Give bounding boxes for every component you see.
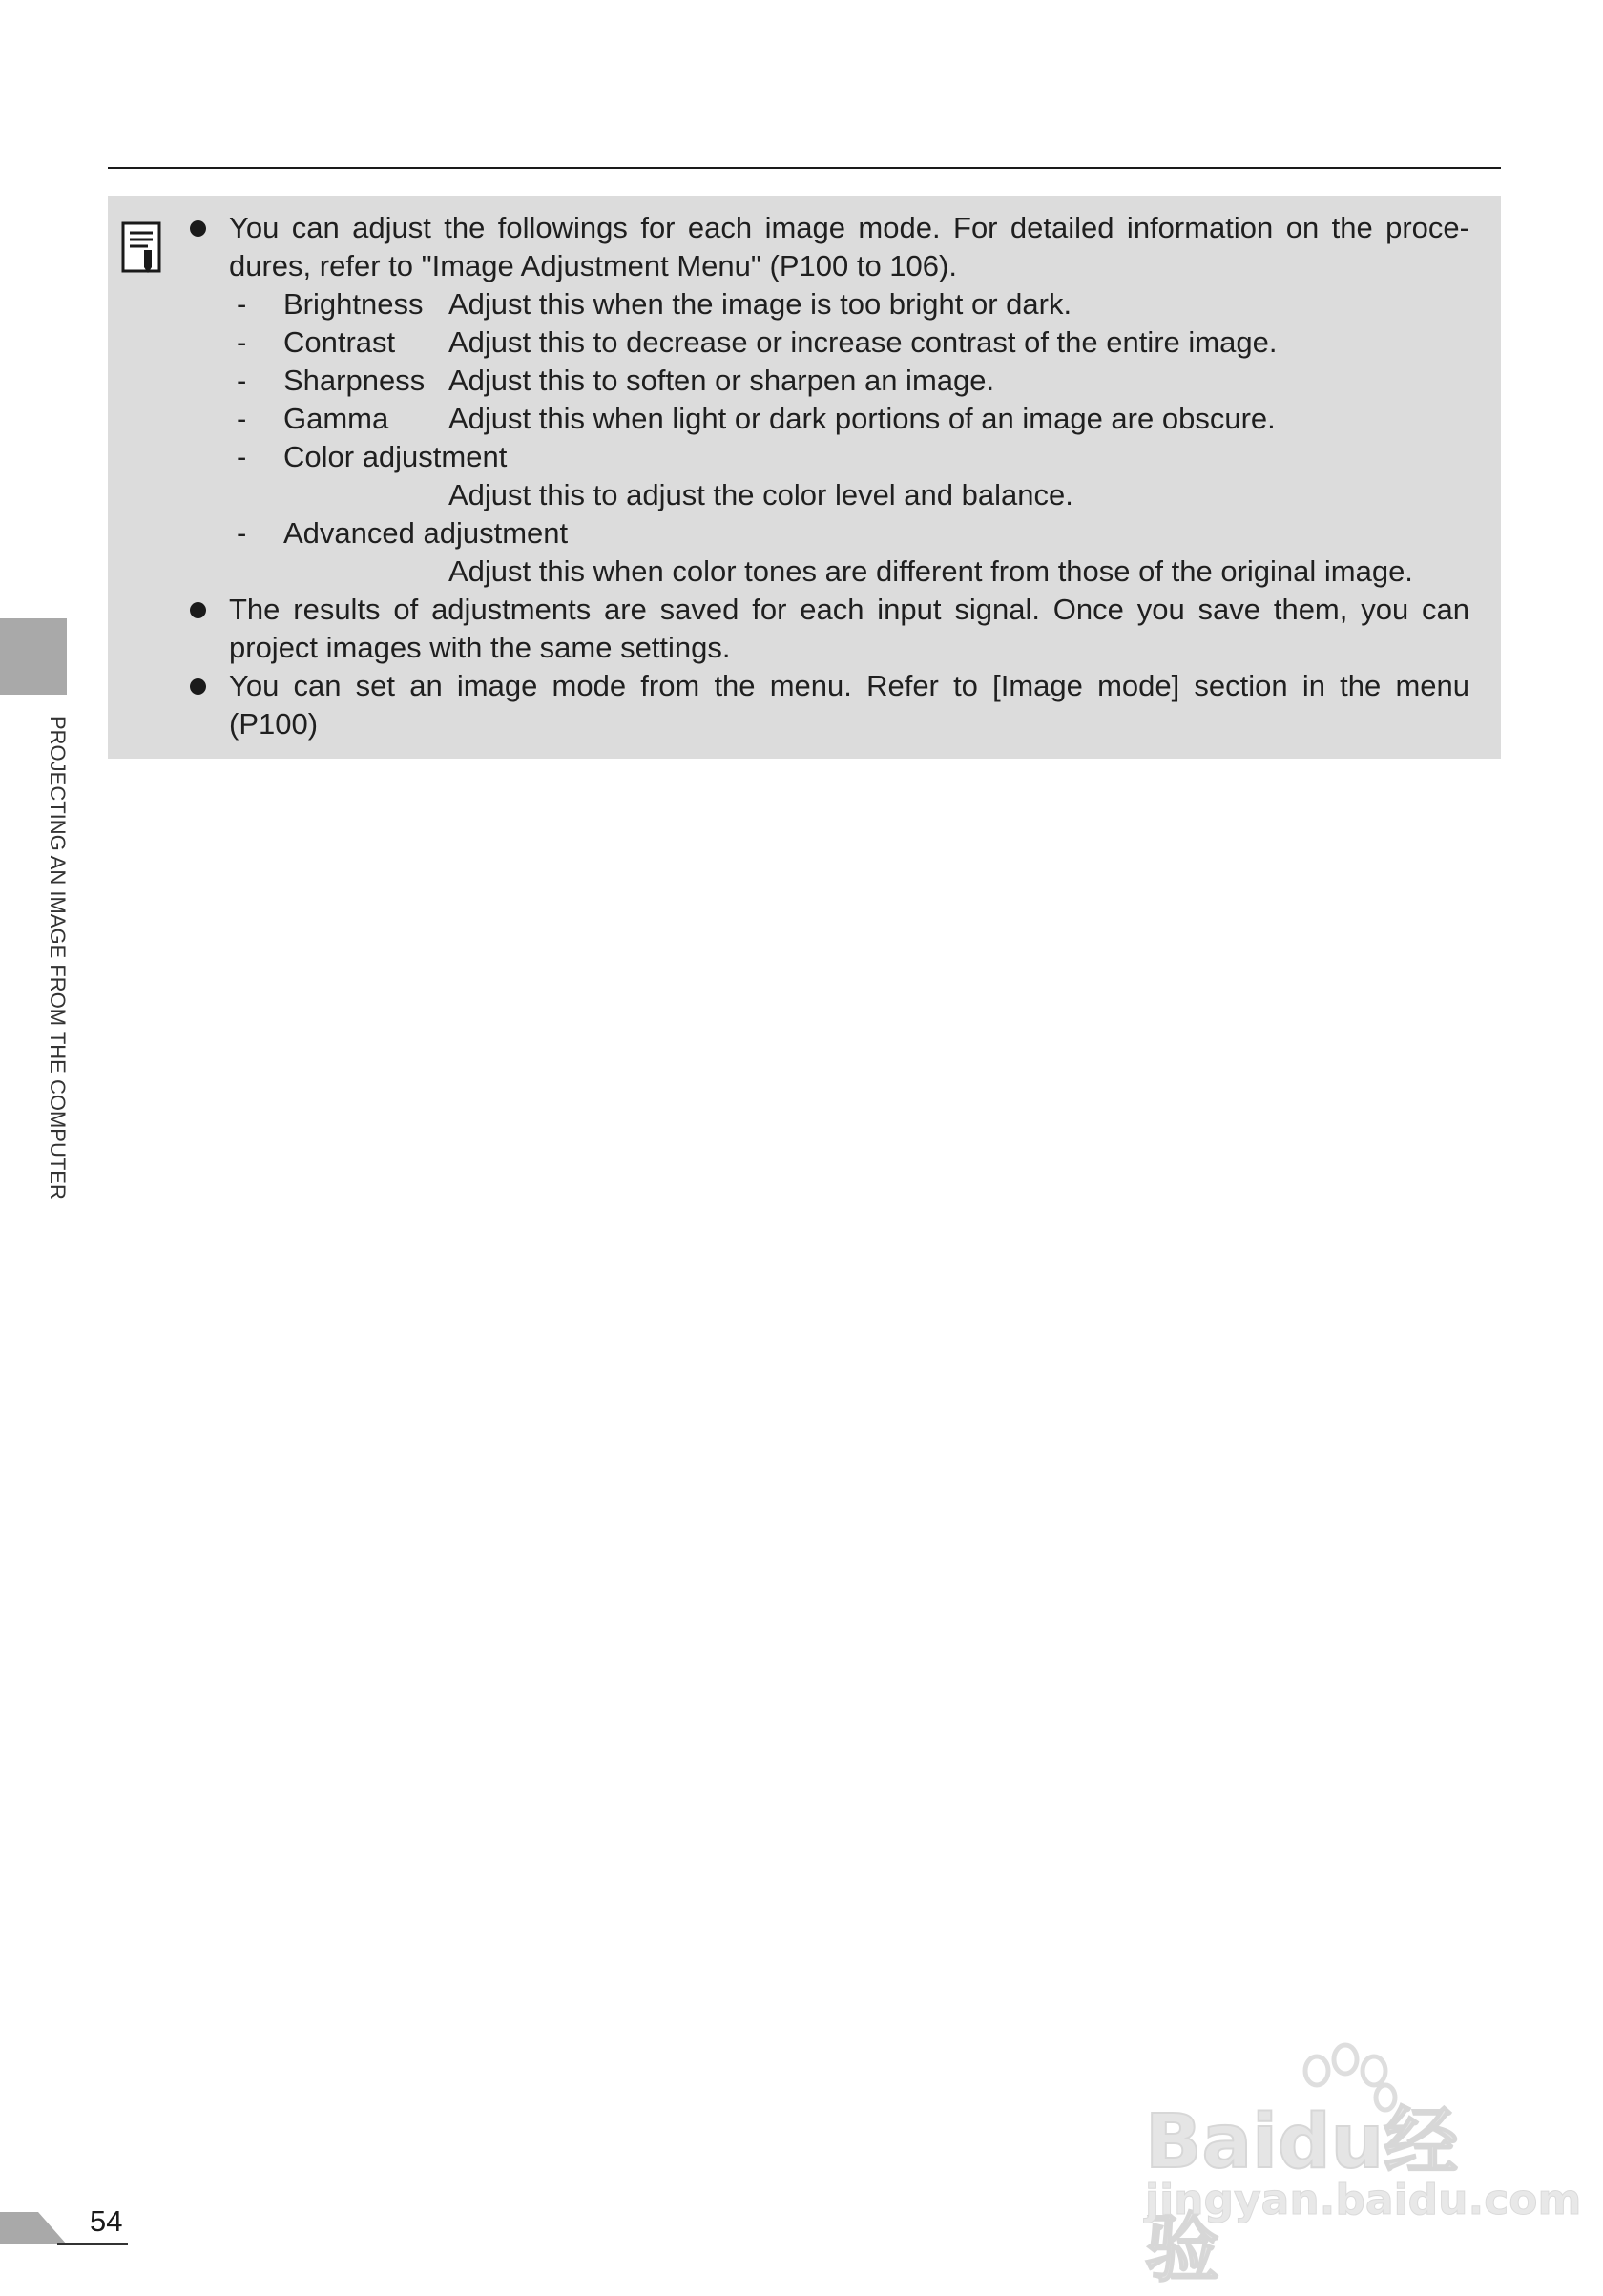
header-rule [108,167,1501,169]
item-desc: Adjust this to decrease or increase contrast of the entire image. [448,325,1278,359]
adjustment-item [229,438,1469,476]
item-dash: - [237,402,247,435]
page-number-rule [57,2243,128,2245]
bullet-line: (P100) [229,707,319,741]
item-dash: - [237,516,247,550]
adjustment-item-desc-row [229,553,1469,591]
item-term: Gamma [283,402,389,435]
bullet-item [120,209,1469,285]
item-desc: Adjust this to soften or sharpen an image. [448,364,995,397]
bullet-dot [190,602,206,618]
watermark [1145,2042,1582,2292]
item-desc: Adjust this when light or dark portions of an image are obscure. [448,402,1276,435]
page-number: 54 [90,2204,123,2238]
note-content [229,209,1469,743]
note-box [108,196,1501,759]
item-desc: Adjust this when the image is too bright or dark. [448,287,1072,321]
watermark-url: jingyan.baidu.com [1145,2176,1582,2224]
bullet-dot [190,678,206,695]
chapter-label: PROJECTING AN IMAGE FROM THE COMPUTER [46,716,70,1200]
item-dash: - [237,325,247,359]
bullet-item [120,667,1469,743]
item-dash: - [237,440,247,473]
chapter-tab [0,618,67,695]
bullet-line: You can adjust the followings for each image mode. For detailed information on the proce- [229,211,1469,244]
item-dash: - [237,364,247,397]
bullet-line: project images with the same settings. [229,631,731,664]
item-term: Advanced adjustment [283,516,569,550]
watermark-brand: Baidu经验 [1145,2099,1459,2292]
item-desc: Adjust this when color tones are different from those of the original image. [448,554,1413,588]
adjustment-item [229,514,1469,553]
adjustment-item-desc-row [229,476,1469,514]
bullet-line: The results of adjustments are saved for each input signal. Once you save them, you can [229,593,1469,626]
item-term: Contrast [283,325,396,359]
adjustment-item [229,324,1469,362]
adjustment-item [229,362,1469,400]
item-term: Color adjustment [283,440,508,473]
adjustment-item [229,400,1469,438]
item-dash: - [237,287,247,321]
bullet-dot [190,220,206,237]
bullet-item [120,591,1469,667]
item-desc: Adjust this to adjust the color level and balance. [448,478,1073,511]
bullet-line: dures, refer to "Image Adjustment Menu" (P100 to 106). [229,249,957,282]
item-term: Brightness [283,287,424,321]
item-term: Sharpness [283,364,426,397]
adjustment-item [229,285,1469,324]
page-corner-mark [0,2212,67,2244]
bullet-line: You can set an image mode from the menu. Refer to [Image mode] section in the menu [229,669,1469,702]
